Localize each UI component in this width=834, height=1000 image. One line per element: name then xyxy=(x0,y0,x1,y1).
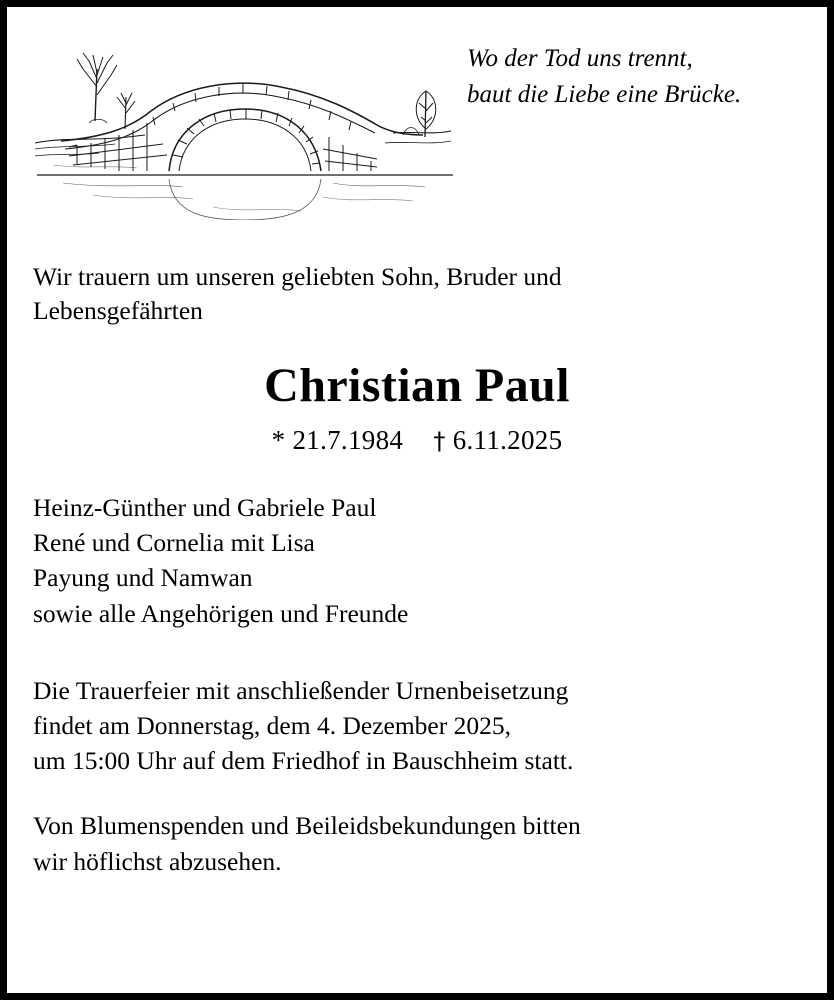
mourner-line: René und Cornelia mit Lisa xyxy=(33,528,315,558)
birth-date: 21.7.1984 xyxy=(292,425,404,456)
intro-line-1: Wir trauern um unseren geliebten Sohn, Bruder und xyxy=(33,262,562,291)
mourner-line: Payung und Namwan xyxy=(33,563,253,593)
service-line: findet am Donnerstag, dem 4. Dezember 2025, xyxy=(33,711,511,741)
flowers-notice xyxy=(33,808,801,878)
motto-quote xyxy=(453,25,801,112)
intro-text xyxy=(33,260,801,328)
death-symbol: † xyxy=(433,427,446,456)
service-line: um 15:00 Uhr auf dem Friedhof in Bauschheim statt. xyxy=(33,746,574,776)
service-details xyxy=(33,673,801,779)
mourner-line: Heinz-Günther und Gabriele Paul xyxy=(33,493,377,523)
deceased-dates xyxy=(33,425,801,456)
flowers-line: Von Blumenspenden und Beileidsbekundungen bitten xyxy=(33,811,581,841)
stone-bridge-over-water-illustration xyxy=(33,25,453,220)
intro-line-2: Lebensgefährten xyxy=(33,296,203,326)
motto-line-2: baut die Liebe eine Brücke. xyxy=(467,80,742,108)
birth-symbol: * xyxy=(271,425,286,456)
deceased-block xyxy=(33,360,801,456)
mourners-list xyxy=(33,490,801,631)
header-region xyxy=(33,25,801,230)
obituary-inner xyxy=(7,7,827,993)
motto-line-1: Wo der Tod uns trennt, xyxy=(467,45,693,72)
flowers-line: wir höflichst abzusehen. xyxy=(33,846,282,876)
service-line: Die Trauerfeier mit anschließender Urnenbeisetzung xyxy=(33,675,569,705)
death-date: 6.11.2025 xyxy=(452,425,563,456)
deceased-name: Christian Paul xyxy=(264,359,570,413)
mourner-line: sowie alle Angehörigen und Freunde xyxy=(33,598,409,628)
